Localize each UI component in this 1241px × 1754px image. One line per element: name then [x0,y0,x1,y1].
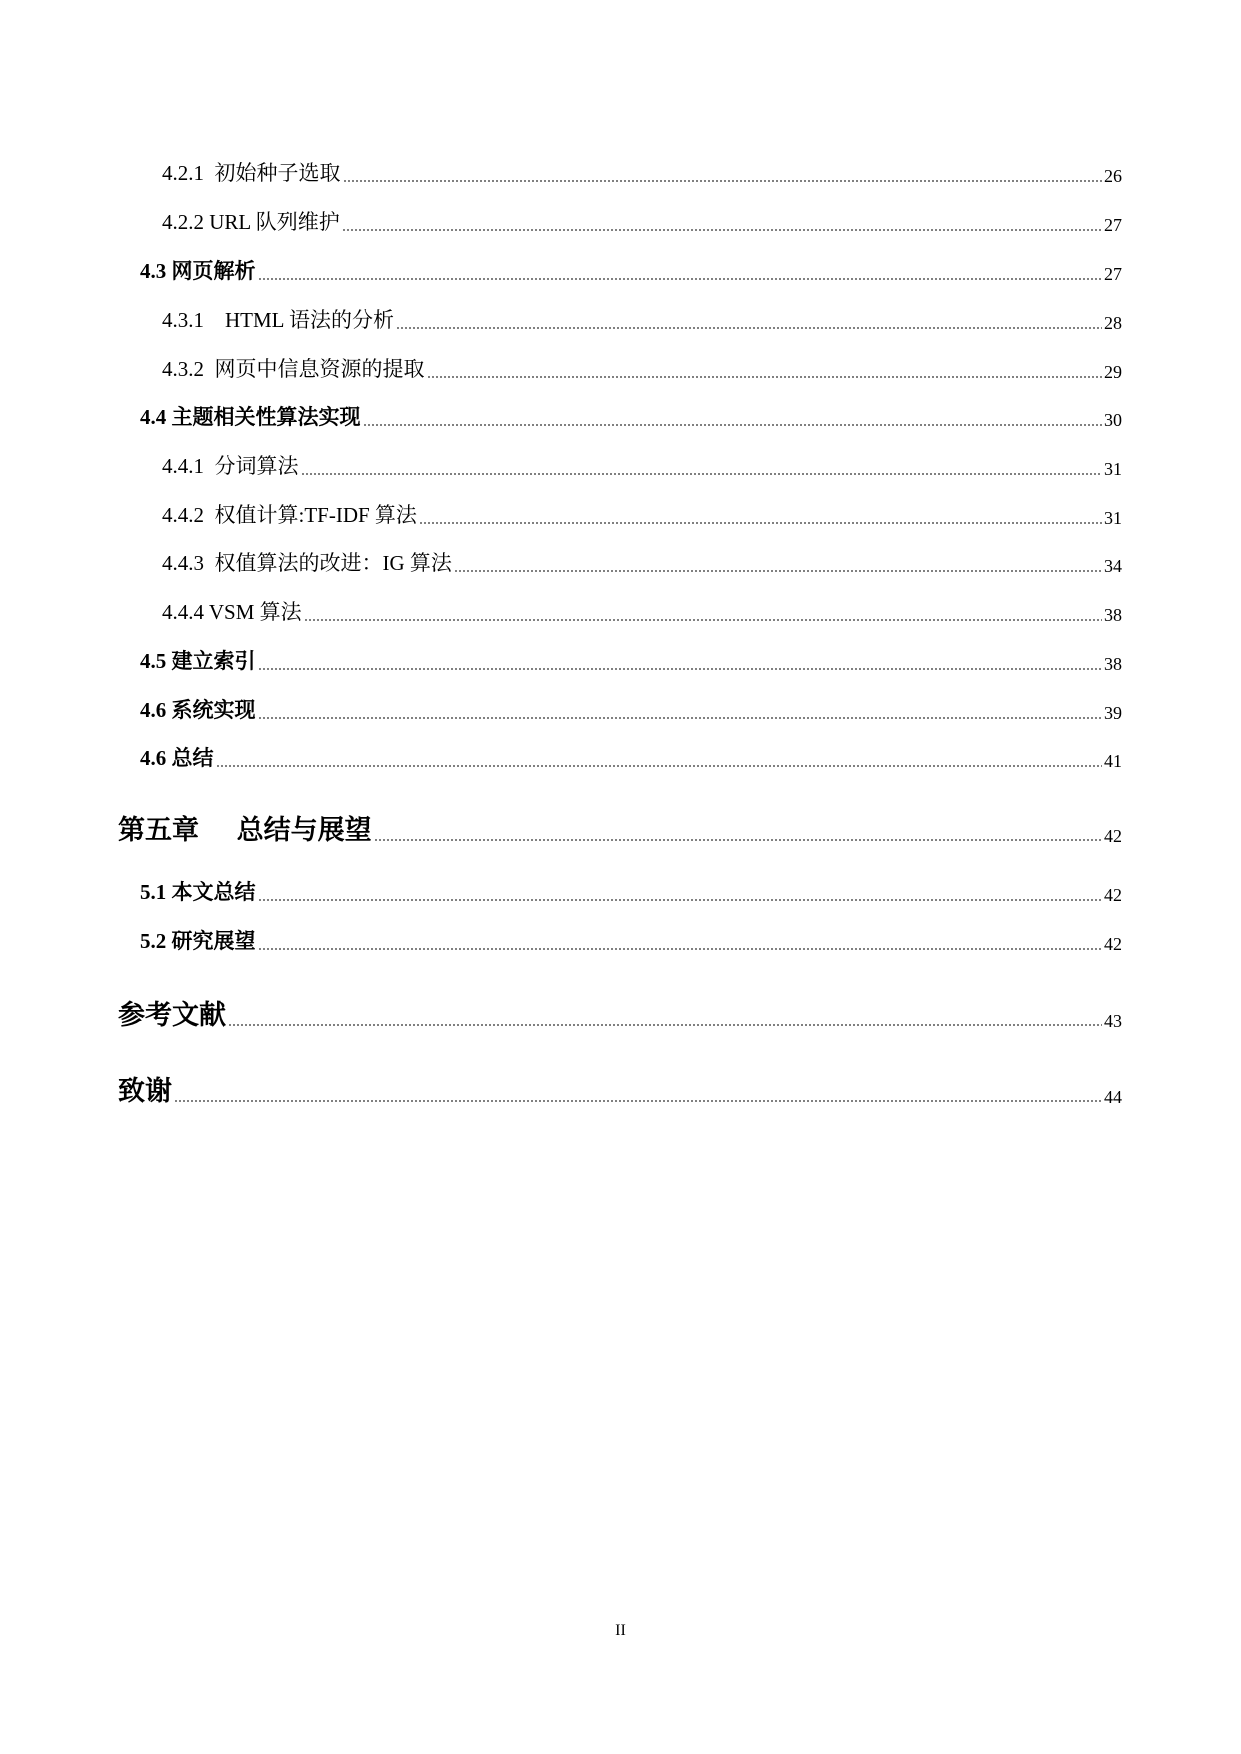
toc-entry-title: 致谢 [118,1076,172,1107]
toc-entry-4-3-1[interactable] [0,304,1122,334]
toc-entry-4-4-1[interactable] [0,450,1122,480]
toc-entry-page: 28 [1104,313,1122,333]
dot-leader [454,570,1102,572]
toc-entry-4-2-2[interactable] [0,206,1122,236]
toc-entry-title: 4.5 建立索引 [140,649,256,673]
dot-leader [419,522,1102,524]
dot-leader [258,948,1103,950]
toc-entry-title: 4.3.1 HTML 语法的分析 [162,308,394,332]
dot-leader [258,717,1103,719]
toc-entry-title: 4.6 总结 [140,746,214,770]
dot-leader [427,376,1103,378]
toc-entry-page: 44 [1104,1087,1122,1107]
toc-entry-title: 4.6 系统实现 [140,698,256,722]
toc-entry-title: 第五章 总结与展望 [118,815,372,846]
toc-entry-5-1[interactable] [0,876,1122,906]
toc-entry-title: 4.2.2 URL 队列维护 [162,210,340,234]
toc-entry-page: 29 [1104,362,1122,382]
toc-entry-page: 39 [1104,703,1122,723]
toc-entry-references[interactable] [0,993,1122,1032]
toc-entry-chapter-5[interactable] [0,808,1122,847]
toc-entry-page: 27 [1104,215,1122,235]
dot-leader [343,180,1103,182]
toc-entry-4-4-3[interactable] [0,547,1122,577]
dot-leader [258,899,1103,901]
toc-entry-page: 27 [1104,264,1122,284]
toc-entry-4-6-system[interactable] [0,694,1122,724]
toc-entry-page: 31 [1104,508,1122,528]
dot-leader [396,327,1102,329]
toc-entry-title: 4.4.1 分词算法 [162,454,299,478]
toc-entry-page: 38 [1104,654,1122,674]
toc-entry-title: 4.4.2 权值计算:TF-IDF 算法 [162,503,417,527]
dot-leader [258,668,1103,670]
dot-leader [228,1024,1102,1026]
toc-entry-title: 5.2 研究展望 [140,929,256,953]
toc-entry-page: 42 [1104,934,1122,954]
toc-entry-title: 4.4.3 权值算法的改进：IG 算法 [162,551,452,575]
toc-entry-title: 4.2.1 初始种子选取 [162,161,341,185]
toc-entry-title: 参考文献 [118,1000,226,1031]
dot-leader [363,424,1103,426]
toc-entry-title: 4.3.2 网页中信息资源的提取 [162,357,425,381]
toc-entry-title: 4.4.4 VSM 算法 [162,600,302,624]
toc-entry-title: 4.4 主题相关性算法实现 [140,405,361,429]
dot-leader [174,1100,1102,1102]
page-number: II [615,1622,626,1639]
toc-entry-acknowledgements[interactable] [0,1069,1122,1108]
toc-entry-page: 42 [1104,826,1122,846]
toc-entry-page: 42 [1104,885,1122,905]
toc-entry-page: 31 [1104,459,1122,479]
toc-entry-4-4-4[interactable] [0,596,1122,626]
dot-leader [374,839,1102,841]
toc-entry-5-2[interactable] [0,925,1122,955]
toc-entry-page: 26 [1104,166,1122,186]
toc-entry-page: 43 [1104,1011,1122,1031]
dot-leader [216,765,1103,767]
dot-leader [258,278,1103,280]
dot-leader [304,619,1102,621]
toc-entry-title: 5.1 本文总结 [140,880,256,904]
toc-entry-4-4[interactable] [0,401,1122,431]
toc-entry-4-2-1[interactable] [0,157,1122,187]
toc-entry-4-4-2[interactable] [0,499,1122,529]
toc-entry-4-3[interactable] [0,255,1122,285]
toc-entry-page: 30 [1104,410,1122,430]
toc-entry-page: 34 [1104,556,1122,576]
toc-entry-4-3-2[interactable] [0,353,1122,383]
dot-leader [301,473,1103,475]
toc-entry-page: 41 [1104,751,1122,771]
toc-entry-title: 4.3 网页解析 [140,259,256,283]
toc-entry-page: 38 [1104,605,1122,625]
toc-entry-4-6-summary[interactable] [0,742,1122,772]
toc-entry-4-5[interactable] [0,645,1122,675]
dot-leader [342,229,1102,231]
